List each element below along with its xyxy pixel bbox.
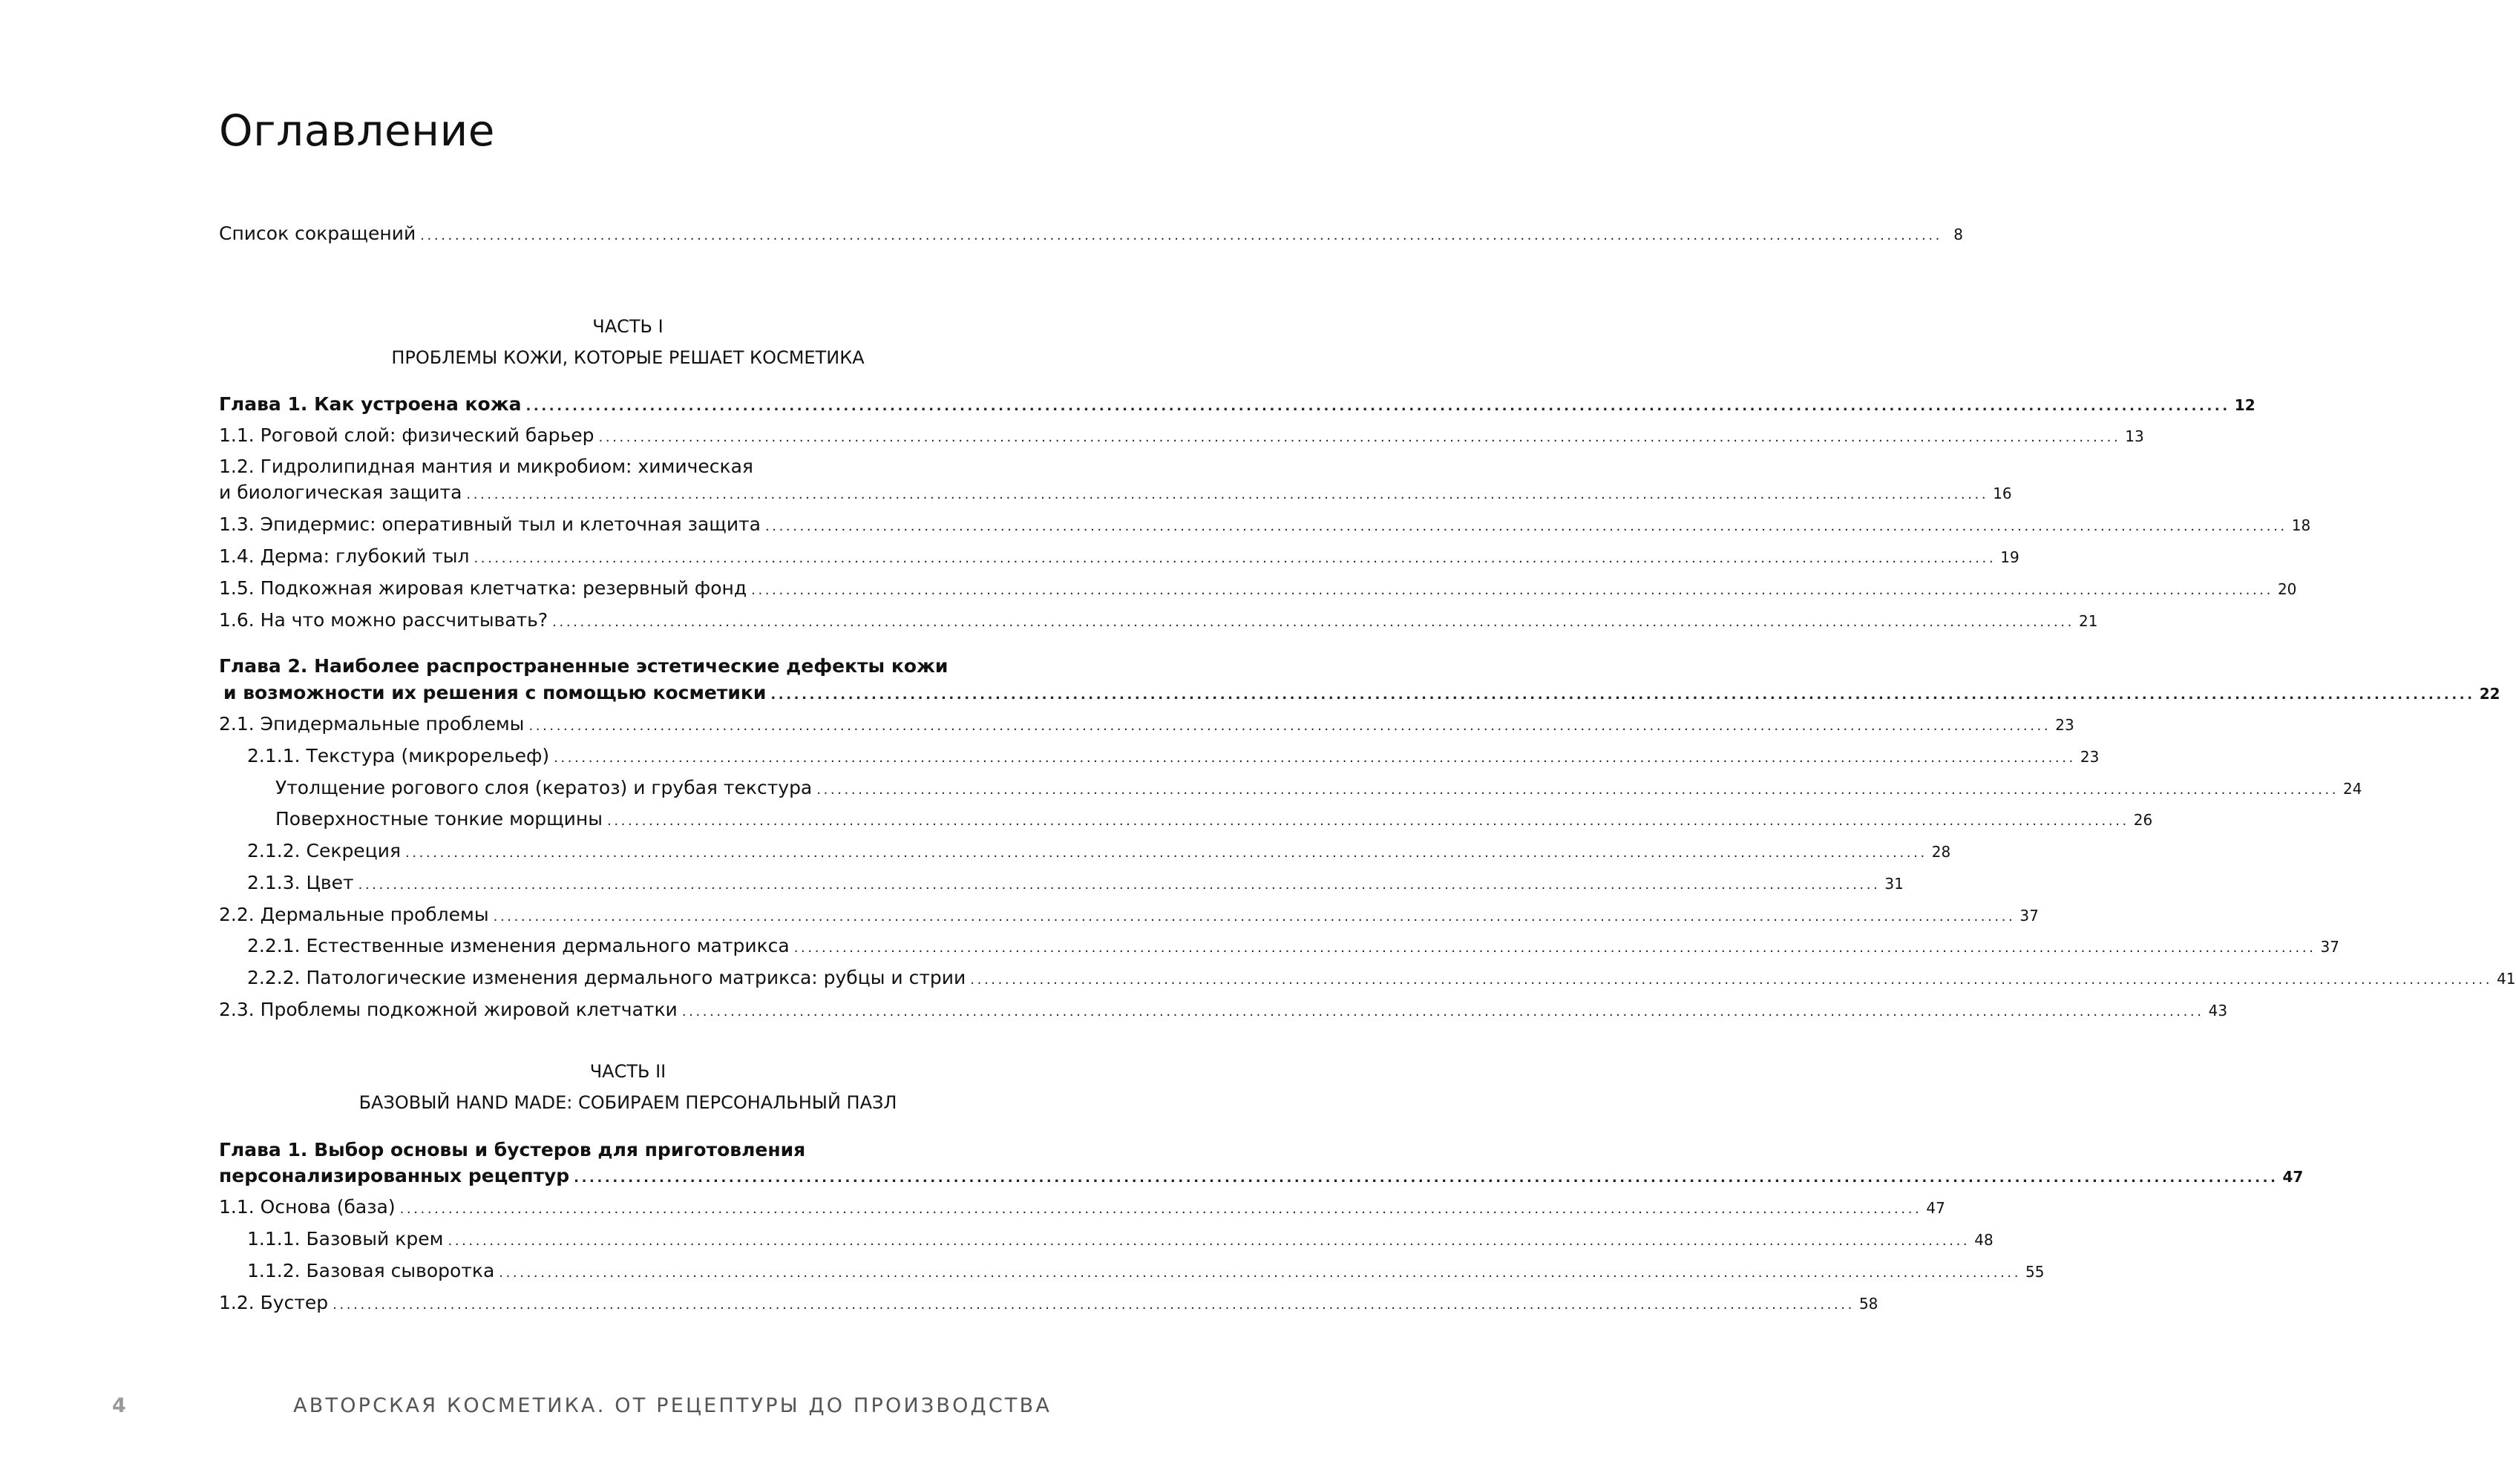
leader-dots: ............................................................................................................................................................................................................................ xyxy=(574,1170,2279,1186)
leader-dots: ............................................................................................................................................................................................................................ xyxy=(448,1233,1970,1249)
leader-dots: ............................................................................................................................................................................................................................ xyxy=(466,487,1989,502)
toc-section-1-2-line1[interactable]: 1.2. Гидролипидная мантия и микробиом: химическая xyxy=(219,456,753,477)
leader-dots: ............................................................................................................................................................................................................................ xyxy=(528,718,2051,734)
toc-chapter-1[interactable] xyxy=(219,391,2255,420)
leader-dots: ............................................................................................................................................................................................................................ xyxy=(399,1201,1922,1217)
toc-section-1-3[interactable] xyxy=(219,511,2311,540)
toc-page-number: 41 xyxy=(2497,970,2516,988)
toc-entry-label: 2.2. Дермальные проблемы xyxy=(219,904,489,925)
toc-page-number: 20 xyxy=(2277,580,2297,598)
leader-dots: ............................................................................................................................................................................................................................ xyxy=(554,750,2076,766)
leader-dots: ............................................................................................................................................................................................................................ xyxy=(816,782,2339,798)
toc-section-1-5[interactable] xyxy=(219,575,2297,604)
toc-section-1-1[interactable] xyxy=(219,422,2144,451)
part-2-subtitle: БАЗОВЫЙ HAND MADE: СОБИРАЕМ ПЕРСОНАЛЬНЫЙ ПАЗЛ xyxy=(358,1092,897,1113)
toc-subsection-fine-wrinkles[interactable] xyxy=(275,806,2153,835)
toc-page-number: 26 xyxy=(2133,811,2153,829)
toc-section-2-1-3[interactable] xyxy=(247,870,1904,899)
leader-dots: ............................................................................................................................................................................................................................ xyxy=(681,1004,2204,1020)
toc-entry-label: 1.5. Подкожная жировая клетчатка: резервный фонд xyxy=(219,577,747,599)
toc-entry-label: Поверхностные тонкие морщины xyxy=(275,808,603,830)
toc-subsection-keratosis[interactable] xyxy=(275,775,2362,804)
toc-section-2-3[interactable] xyxy=(219,997,2228,1025)
toc-entry-label: 2.1.2. Секреция xyxy=(247,840,401,861)
toc-section-2-1[interactable] xyxy=(219,711,2074,740)
toc-entry-label: Список сокращений xyxy=(219,223,416,244)
toc-entry-label: 1.1. Роговой слой: физический барьер xyxy=(219,424,594,446)
part-2-heading: ЧАСТЬ II xyxy=(589,1061,666,1082)
toc-page-number: 58 xyxy=(1858,1295,1878,1313)
leader-dots: ............................................................................................................................................................................................................................ xyxy=(770,687,2475,703)
leader-dots: ............................................................................................................................................................................................................................ xyxy=(499,1265,2022,1281)
toc-entry-abbreviations[interactable] xyxy=(219,220,1964,249)
leader-dots: ............................................................................................................................................................................................................................ xyxy=(358,877,1881,893)
toc-page-number: 28 xyxy=(1931,843,1951,861)
toc-part2-section-1-1[interactable] xyxy=(219,1194,1945,1223)
toc-page-number: 55 xyxy=(2025,1263,2045,1281)
leader-dots: ............................................................................................................................................................................................................................ xyxy=(552,614,2074,630)
toc-page-number: 12 xyxy=(2234,396,2255,414)
toc-page-number: 47 xyxy=(2282,1168,2304,1186)
toc-entry-label: Утолщение рогового слоя (кератоз) и грубая текстура xyxy=(275,777,813,798)
toc-part2-section-1-2[interactable] xyxy=(219,1290,1878,1319)
toc-entry-label: персонализированных рецептур xyxy=(219,1165,570,1186)
leader-dots: ............................................................................................................................................................................................................................ xyxy=(332,1297,1855,1313)
toc-entry-label: 2.1.3. Цвет xyxy=(247,872,354,893)
toc-entry-label: 2.2.2. Патологические изменения дермального матрикса: рубцы и стрии xyxy=(247,967,966,988)
leader-dots: ............................................................................................................................................................................................................................ xyxy=(970,972,2493,988)
toc-entry-label: 2.1. Эпидермальные проблемы xyxy=(219,713,525,735)
toc-page-number: 8 xyxy=(1953,226,1964,243)
toc-entry-label: 1.1.2. Базовая сыворотка xyxy=(247,1260,495,1281)
toc-part2-chapter-1[interactable] xyxy=(219,1163,2304,1192)
part-1-subtitle: ПРОБЛЕМЫ КОЖИ, КОТОРЫЕ РЕШАЕТ КОСМЕТИКА xyxy=(391,347,865,368)
toc-page-number: 24 xyxy=(2343,780,2362,798)
leader-dots: ............................................................................................................................................................................................................................ xyxy=(525,398,2230,414)
toc-section-2-2[interactable] xyxy=(219,902,2039,930)
toc-page-number: 31 xyxy=(1884,875,1904,893)
toc-page-number: 18 xyxy=(2291,516,2311,534)
toc-section-1-6[interactable] xyxy=(219,607,2098,636)
toc-entry-label: 1.4. Дерма: глубокий тыл xyxy=(219,545,470,567)
toc-page-number: 47 xyxy=(1926,1199,1945,1217)
toc-page-number: 23 xyxy=(2080,748,2100,766)
toc-entry-label: 1.2. Бустер xyxy=(219,1292,329,1313)
toc-entry-label: и возможности их решения с помощью косметики xyxy=(223,682,767,703)
toc-entry-label: 1.1. Основа (база) xyxy=(219,1196,396,1218)
toc-entry-label: 2.2.1. Естественные изменения дермального матрикса xyxy=(247,935,790,956)
toc-page-number: 37 xyxy=(2019,907,2039,925)
toc-entry-label: 2.1.1. Текстура (микрорельеф) xyxy=(247,745,550,766)
leader-dots: ............................................................................................................................................................................................................................ xyxy=(420,228,1943,243)
toc-chapter-2[interactable] xyxy=(223,680,2500,709)
toc-page-number: 19 xyxy=(2000,548,2019,566)
leader-dots: ............................................................................................................................................................................................................................ xyxy=(474,551,1996,566)
toc-section-2-1-2[interactable] xyxy=(247,838,1951,867)
toc-entry-label: и биологическая защита xyxy=(219,482,462,503)
toc-page-number: 13 xyxy=(2125,427,2144,445)
leader-dots: ............................................................................................................................................................................................................................ xyxy=(751,582,2273,598)
toc-entry-label: 1.6. На что можно рассчитывать? xyxy=(219,609,548,631)
leader-dots: ............................................................................................................................................................................................................................ xyxy=(607,813,2129,829)
toc-section-1-2[interactable] xyxy=(219,479,2012,508)
leader-dots: ............................................................................................................................................................................................................................ xyxy=(493,909,2016,925)
toc-part2-section-1-1-2[interactable] xyxy=(247,1258,2045,1287)
leader-dots: ............................................................................................................................................................................................................................ xyxy=(764,519,2287,534)
part-1-heading: ЧАСТЬ I xyxy=(592,316,664,337)
leader-dots: ............................................................................................................................................................................................................................ xyxy=(793,940,2316,956)
toc-section-1-4[interactable] xyxy=(219,543,2019,572)
toc-page-number: 22 xyxy=(2479,685,2500,703)
toc-section-2-2-1[interactable] xyxy=(247,933,2339,962)
leader-dots: ............................................................................................................................................................................................................................ xyxy=(598,430,2121,445)
toc-entry-label: 1.3. Эпидермис: оперативный тыл и клеточная защита xyxy=(219,513,761,535)
toc-page-number: 21 xyxy=(2078,612,2098,630)
toc-chapter-2-line1[interactable]: Глава 2. Наиболее распространенные эстетические дефекты кожи xyxy=(219,655,949,677)
toc-entry-label: 1.1.1. Базовый крем xyxy=(247,1228,444,1250)
toc-part2-section-1-1-1[interactable] xyxy=(247,1226,1994,1255)
toc-page-number: 16 xyxy=(1993,485,2012,502)
toc-entry-label: Глава 1. Как устроена кожа xyxy=(219,393,522,415)
toc-page-number: 48 xyxy=(1974,1231,1994,1249)
page-title: Оглавление xyxy=(219,105,495,156)
running-footer-book-title: АВТОРСКАЯ КОСМЕТИКА. ОТ РЕЦЕПТУРЫ ДО ПРОИЗВОДСТВА xyxy=(293,1394,1052,1417)
toc-page-number: 23 xyxy=(2055,716,2074,734)
toc-entry-label: 2.3. Проблемы подкожной жировой клетчатки xyxy=(219,999,678,1020)
toc-part2-chapter-1-line1[interactable]: Глава 1. Выбор основы и бустеров для приготовления xyxy=(219,1139,806,1160)
toc-section-2-2-2[interactable] xyxy=(247,965,2516,994)
toc-page-number: 43 xyxy=(2208,1002,2228,1020)
page-number: 4 xyxy=(112,1394,126,1417)
leader-dots: ............................................................................................................................................................................................................................ xyxy=(405,845,1927,861)
toc-page-number: 37 xyxy=(2320,938,2339,956)
toc-section-2-1-1[interactable] xyxy=(247,743,2100,772)
